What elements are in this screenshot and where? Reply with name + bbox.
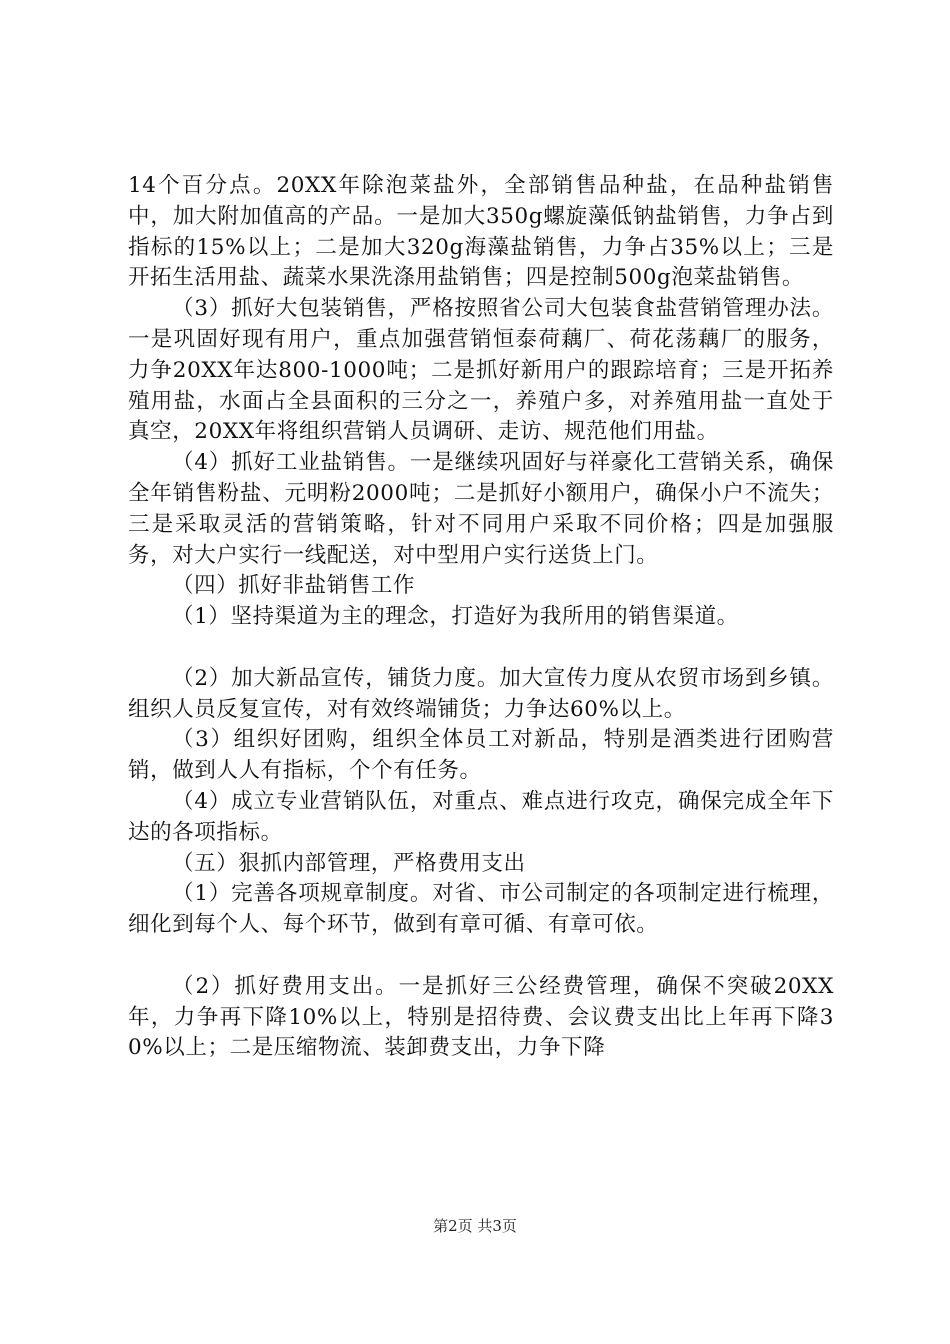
paragraph-industrial-salt: （4）抓好工业盐销售。一是继续巩固好与祥豪化工营销关系，确保全年销售粉盐、元明粉2000吨；二是抓好小额用户，确保小户不流失；三是采取灵活的营销策略，针对不同用户采取不同价格；四是加强服务，对大户实行一线配送，对中型用户实行送货上门。 [128,450,834,568]
paragraph-rules-system: （1）完善各项规章制度。对省、市公司制定的各项制定进行梳理，细化到每个人、每个环节，做到有章可循、有章可依。 [128,881,834,938]
paragraph-new-product-promotion: （2）加大新品宣传，铺货力度。加大宣传力度从农贸市场到乡镇。组织人员反复宣传，对有效终端铺货；力争达60%以上。 [128,665,834,722]
document-body [128,171,834,1064]
paragraph-group-purchase: （3）组织好团购，组织全体员工对新品，特别是酒类进行团购营销，做到人人有指标，个个有任务。 [128,727,834,784]
paragraph-product-salt: 14个百分点。20XX年除泡菜盐外，全部销售品种盐，在品种盐销售中，加大附加值高的产品。一是加大350g螺旋藻低钠盐销售，力争占到指标的15%以上；二是加大320g海藻盐销售，力争占35%以上；三是开拓生活用盐、蔬菜水果洗涤用盐销售；四是控制500g泡菜盐销售。 [128,173,834,291]
paragraph-channels: （1）坚持渠道为主的理念，打造好为我所用的销售渠道。 [172,604,739,630]
page-number-footer: 第2页 共3页 [433,1217,517,1235]
paragraph-bulk-packaging: （3）抓好大包装销售，严格按照省公司大包装食盐营销管理办法。一是巩固好现有用户，重点加强营销恒泰荷藕厂、荷花荡藕厂的服务，力争20XX年达800-1000吨；二是抓好新用户的跟踪培育；三是开拓养殖用盐，水面占全县面积的三分之一，养殖户多，对养殖用盐一直处于真空，20XX年将组织营销人员调研、走访、规范他们用盐。 [128,296,834,445]
paragraph-sales-team: （4）成立专业营销队伍，对重点、难点进行攻克，确保完成全年下达的各项指标。 [128,788,834,845]
heading-internal-management: （五）狠抓内部管理，严格费用支出 [172,850,526,876]
heading-non-salt-sales: （四）抓好非盐销售工作 [172,573,416,599]
paragraph-expense-control: （2）抓好费用支出。一是抓好三公经费管理，确保不突破20XX年，力争再下降10%以上，特别是招待费、会议费支出比上年再下降30%以上；二是压缩物流、装卸费支出，力争下降 [128,973,834,1061]
